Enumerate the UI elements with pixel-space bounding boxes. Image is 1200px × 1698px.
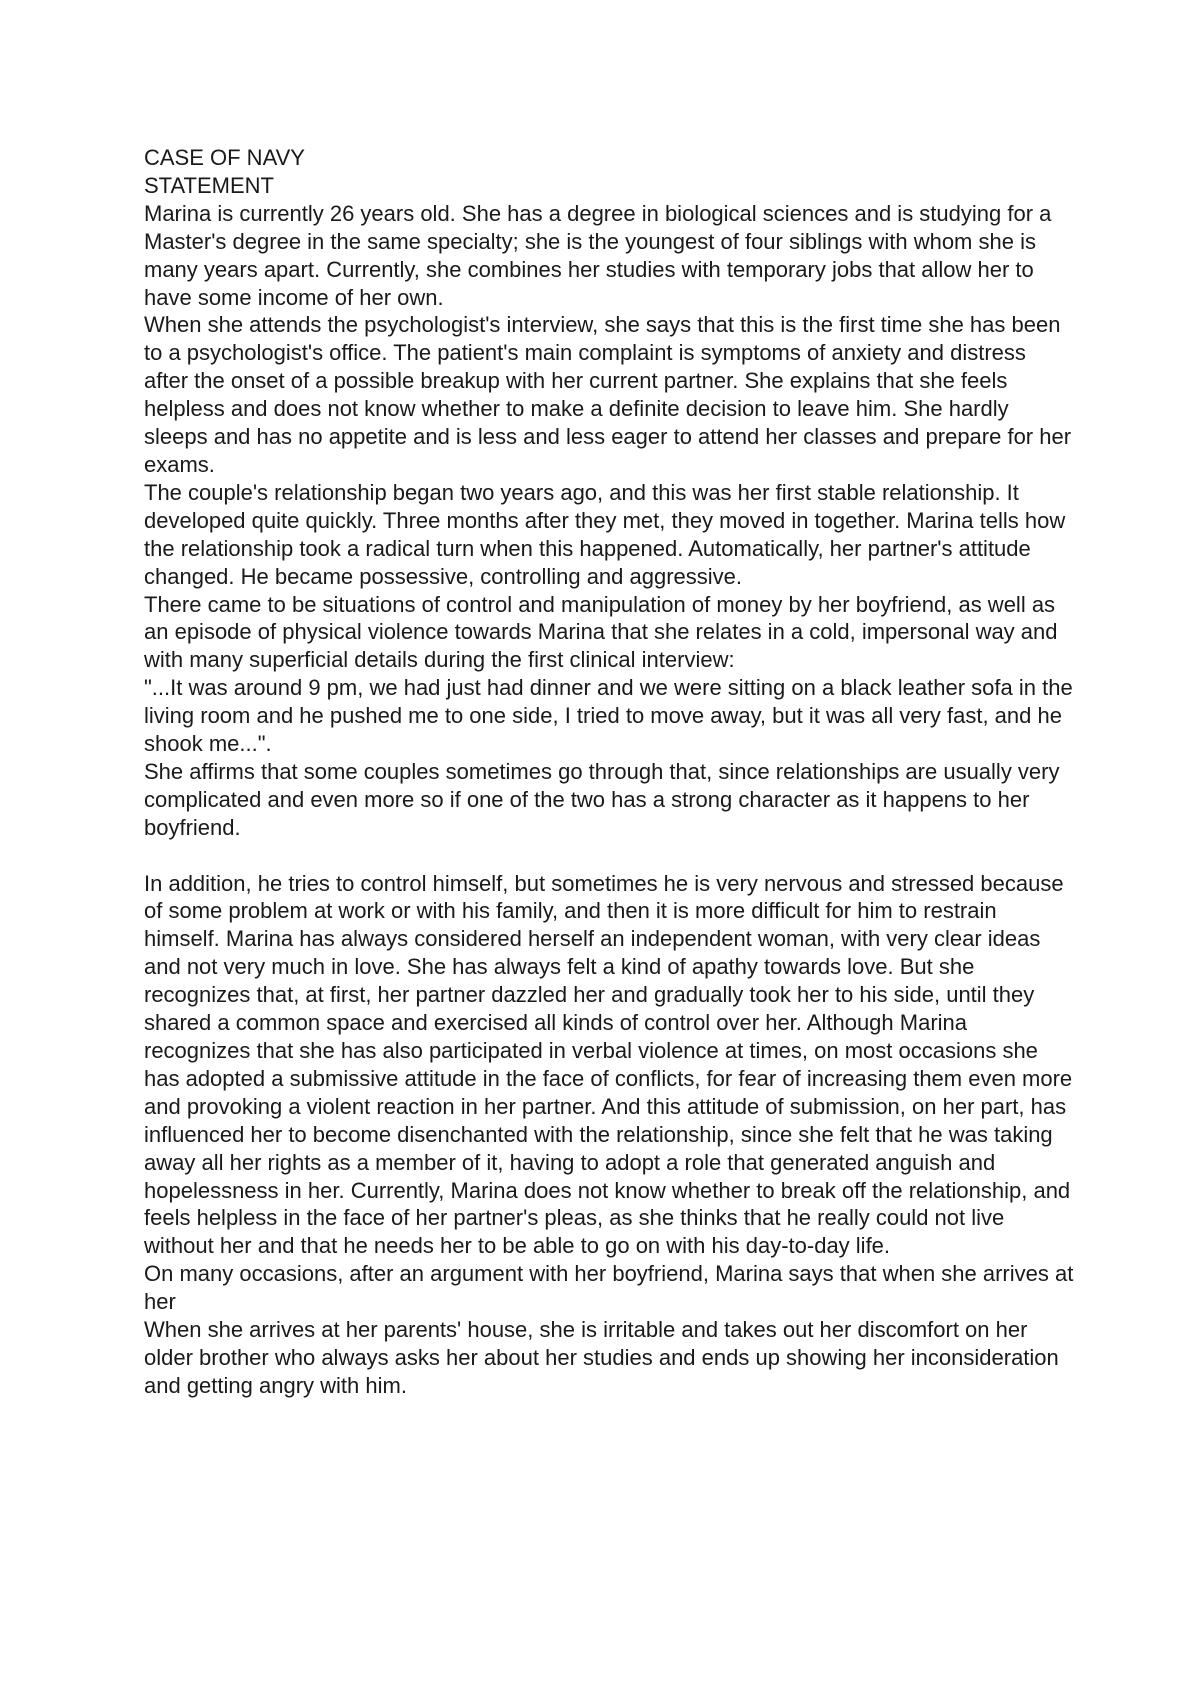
document-body <box>144 144 1074 1400</box>
blank-line <box>144 842 1074 870</box>
paragraph: There came to be situations of control and manipulation of money by her boyfriend, as well as an episode of physical violence towards Marina that she relates in a cold, impersonal way and with many superficial details during the first clinical interview: <box>144 591 1058 673</box>
paragraph: She affirms that some couples sometimes go through that, since relationships are usually very complicated and even more so if one of the two has a strong character as it happens to her boyfriend. <box>144 758 1060 840</box>
section-heading: STATEMENT <box>144 172 274 198</box>
paragraph: Marina is currently 26 years old. She has a degree in biological sciences and is studying for a Master's degree in the same specialty; she is the youngest of four siblings with whom she is many years apart. Currently, she combines her studies with temporary jobs that allow her to have some income of her own. <box>144 200 1052 310</box>
paragraph: The couple's relationship began two years ago, and this was her first stable relationship. It developed quite quickly. Three months after they met, they moved in together. Marina tells how the relationship took a radical turn when this happened. Automatically, her partner's attitude changed. He became possessive, controlling and aggressive. <box>144 479 1066 589</box>
paragraph: In addition, he tries to control himself, but sometimes he is very nervous and stressed because of some problem at work or with his family, and then it is more difficult for him to restrain himself. Marina has always considered herself an independent woman, with very clear ideas and not very much in love. She has always felt a kind of apathy towards love. But she recognizes that, at first, her partner dazzled her and gradually took her to his side, until they shared a common space and exercised all kinds of control over her. Although Marina recognizes that she has also participated in verbal violence at times, on most occasions she has adopted a submissive attitude in the face of conflicts, for fear of increasing them even more and provoking a violent reaction in her partner. And this attitude of submission, on her part, has influenced her to become disenchanted with the relationship, since she felt that he was taking away all her rights as a member of it, having to adopt a role that generated anguish and hopelessness in her. Currently, Marina does not know whether to break off the relationship, and feels helpless in the face of her partner's pleas, as she thinks that he really could not live without her and that he needs her to be able to go on with his day-to-day life. <box>144 870 1073 1259</box>
paragraph: When she arrives at her parents' house, she is irritable and takes out her discomfort on her older brother who always asks her about her studies and ends up showing her inconsideration and getting angry with him. <box>144 1317 1059 1398</box>
paragraph: On many occasions, after an argument with her boyfriend, Marina says that when she arrives at her <box>144 1261 1074 1315</box>
document-title: CASE OF NAVY <box>144 145 305 170</box>
paragraph: When she attends the psychologist's interview, she says that this is the first time she has been to a psychologist's office. The patient's main complaint is symptoms of anxiety and distress after the onset of a possible breakup with her current partner. She explains that she feels helpless and does not know whether to make a definite decision to leave him. She hardly sleeps and has no appetite and is less and less eager to attend her classes and prepare for her exams. <box>144 312 1072 477</box>
quote-paragraph: "...It was around 9 pm, we had just had dinner and we were sitting on a black leather sofa in the living room and he pushed me to one side, I tried to move away, but it was all very fast, and he shook me...". <box>144 675 1073 757</box>
